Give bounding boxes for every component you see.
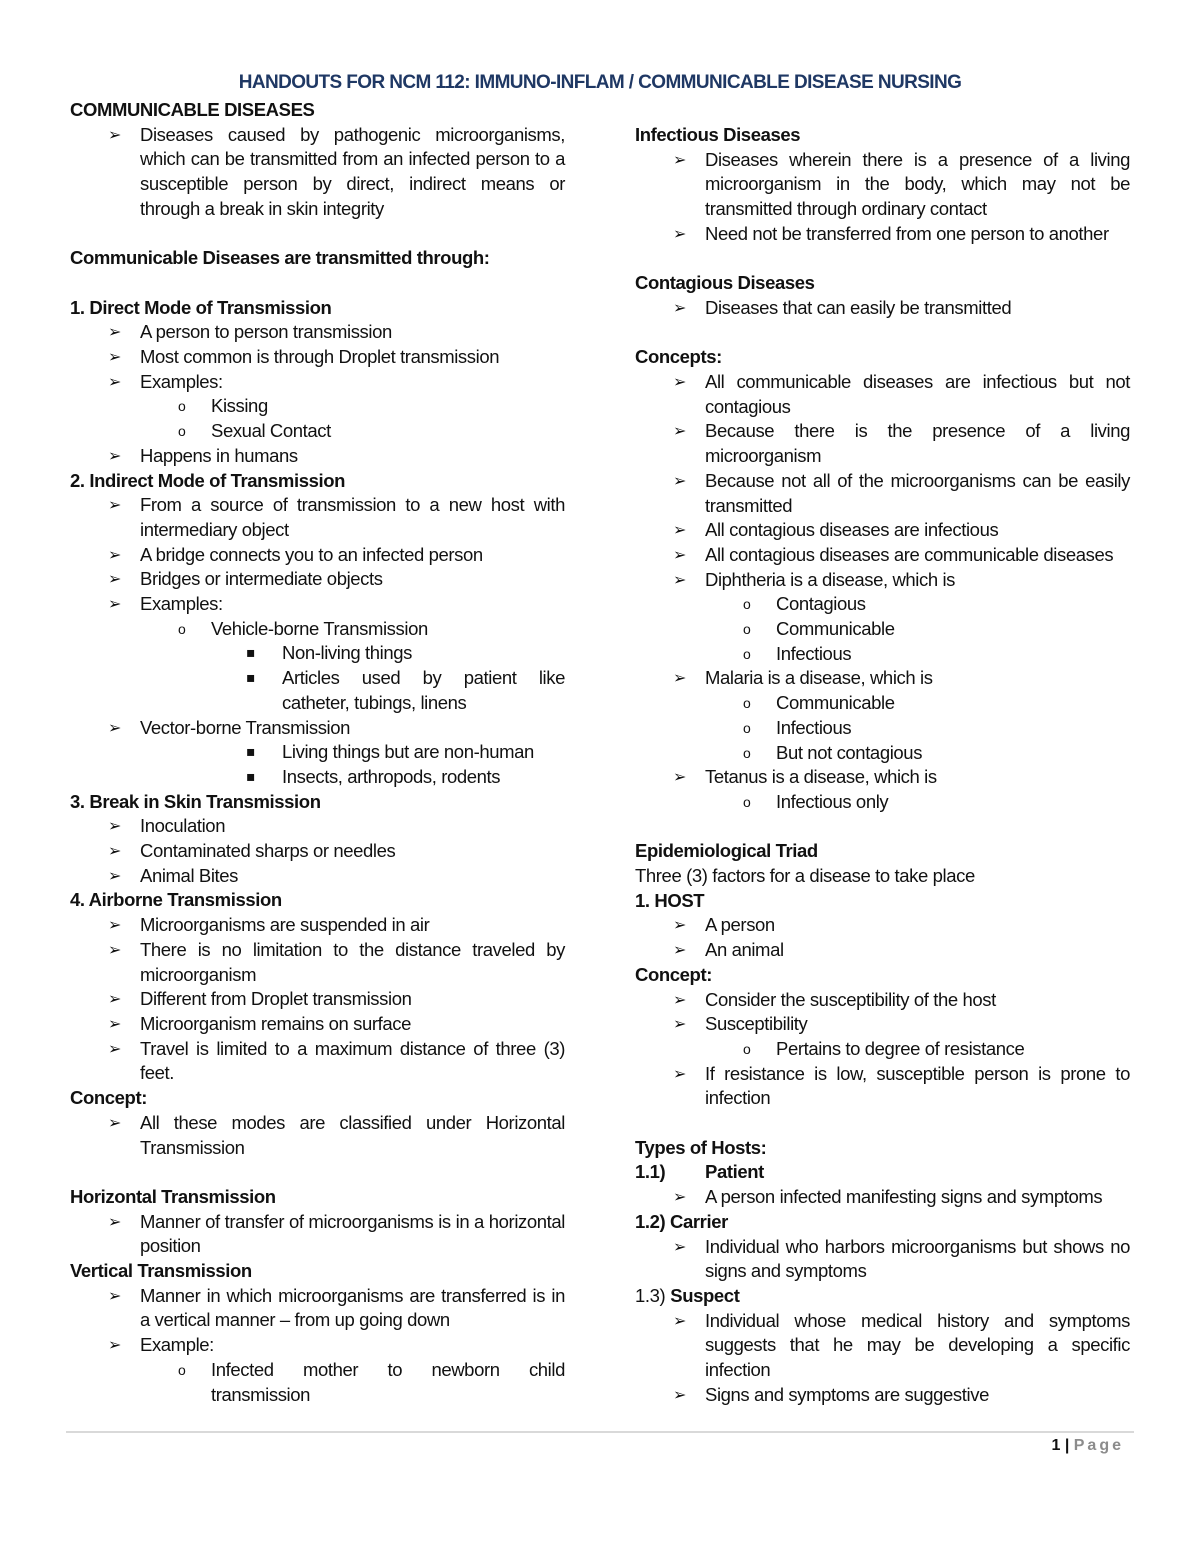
- left-column: [70, 98, 565, 1407]
- sub-bullet-item: o Sexual Contact: [70, 419, 565, 444]
- section-heading: Vertical Transmission: [70, 1260, 252, 1281]
- bullet-item: ➢ Bridges or intermediate objects: [70, 567, 565, 592]
- section-heading: Horizontal Transmission: [70, 1185, 276, 1207]
- sub-bullet-item: o Communicable: [635, 617, 1130, 642]
- page-label: Page: [1073, 1437, 1124, 1454]
- bullet-item: ➢ Vector-borne Transmission: [70, 716, 565, 741]
- bullet-item: ➢ Diphtheria is a disease, which is: [635, 568, 1130, 593]
- footer-divider: [66, 1431, 1134, 1433]
- bullet-item: ➢ Happens in humans: [70, 444, 565, 469]
- page-separator: |: [1060, 1437, 1074, 1454]
- spacer: [70, 1160, 565, 1185]
- sub-bullet-item: o Infectious: [635, 642, 1130, 667]
- sub-bullet-item: o Infected mother to newborn child transmission: [70, 1358, 565, 1407]
- section-heading: Communicable Diseases are transmitted through:: [70, 247, 490, 269]
- bullet-item: ➢ Microorganisms are suspended in air: [70, 913, 565, 938]
- section-heading: Infectious Diseases: [635, 124, 801, 145]
- section-heading: 1. HOST: [635, 889, 705, 911]
- section-heading: COMMUNICABLE DISEASES: [70, 99, 315, 120]
- sub-bullet-item: o Pertains to degree of resistance: [635, 1037, 1130, 1062]
- bullet-item: ➢ Individual who harbors microorganisms but shows no signs and symptoms: [635, 1235, 1130, 1284]
- sub-sub-bullet-item: ▪ Living things but are non-human: [70, 740, 565, 765]
- bullet-item: ➢ A person infected manifesting signs and symptoms: [635, 1185, 1130, 1210]
- bullet-item: ➢ Because there is the presence of a living microorganism: [635, 419, 1130, 468]
- bullet-item: ➢ Consider the susceptibility of the host: [635, 988, 1130, 1013]
- host-type-number: 1.1): [635, 1161, 666, 1183]
- host-type-label: Suspect: [670, 1284, 740, 1306]
- bullet-item: ➢ Because not all of the microorganisms can be easily transmitted: [635, 469, 1130, 518]
- paragraph: Three (3) factors for a disease to take place: [635, 865, 975, 887]
- bullet-item: ➢ All contagious diseases are communicable diseases: [635, 543, 1130, 568]
- bullet-item: ➢ Examples:: [70, 370, 565, 395]
- spacer: [70, 271, 565, 296]
- sub-sub-bullet-item: ▪ Non-living things: [70, 641, 565, 666]
- section-heading: 1.2) Carrier: [635, 1210, 728, 1232]
- bullet-item: ➢ Examples:: [70, 592, 565, 617]
- sub-sub-bullet-item: ▪ Insects, arthropods, rodents: [70, 765, 565, 790]
- section-heading: 2. Indirect Mode of Transmission: [70, 469, 346, 491]
- host-type-label: Patient: [705, 1161, 764, 1183]
- bullet-item: ➢ Diseases caused by pathogenic microorganisms, which can be transmitted from an infected person to a susceptible person by direct, indirect means or through a break in skin integrity: [70, 123, 565, 222]
- bullet-item: ➢ Travel is limited to a maximum distance of three (3) feet.: [70, 1037, 565, 1086]
- sub-bullet-item: o Infectious only: [635, 790, 1130, 815]
- section-heading: Concept:: [635, 963, 712, 985]
- bullet-item: ➢ Diseases that can easily be transmitted: [635, 296, 1130, 321]
- spacer: [635, 815, 1130, 840]
- section-heading: Contagious Diseases: [635, 272, 815, 294]
- sub-bullet-item: o Kissing: [70, 394, 565, 419]
- bullet-item: ➢ Different from Droplet transmission: [70, 987, 565, 1012]
- bullet-item: ➢ Manner in which microorganisms are transferred is in a vertical manner – from up going down: [70, 1284, 565, 1333]
- bullet-item: ➢ All contagious diseases are infectious: [635, 518, 1130, 543]
- bullet-item: ➢ Most common is through Droplet transmission: [70, 345, 565, 370]
- section-heading: Concept:: [70, 1087, 147, 1109]
- page-number: 1: [1051, 1437, 1061, 1454]
- host-type-heading: [635, 1284, 1130, 1309]
- bullet-item: ➢ Malaria is a disease, which is: [635, 666, 1130, 691]
- sub-bullet-item: o But not contagious: [635, 741, 1130, 766]
- host-type-heading: [635, 1160, 1130, 1185]
- section-heading: 3. Break in Skin Transmission: [70, 790, 321, 812]
- right-column: [635, 123, 1130, 1408]
- bullet-item: ➢ A person to person transmission: [70, 320, 565, 345]
- spacer: [635, 247, 1130, 272]
- bullet-item: ➢ All communicable diseases are infectious but not contagious: [635, 370, 1130, 419]
- bullet-item: ➢ There is no limitation to the distance traveled by microorganism: [70, 938, 565, 987]
- page-footer: [1051, 1437, 1124, 1455]
- sub-sub-bullet-item: ▪ Articles used by patient like catheter, tubings, linens: [70, 666, 565, 715]
- bullet-item: ➢ Need not be transferred from one person to another: [635, 222, 1130, 247]
- section-heading: 1. Direct Mode of Transmission: [70, 296, 332, 318]
- page-title: HANDOUTS FOR NCM 112: IMMUNO-INFLAM / COMMUNICABLE DISEASE NURSING: [238, 72, 962, 93]
- bullet-item: ➢ Example:: [70, 1333, 565, 1358]
- sub-bullet-item: o Communicable: [635, 691, 1130, 716]
- bullet-item: ➢ Microorganism remains on surface: [70, 1012, 565, 1037]
- bullet-item: ➢ An animal: [635, 938, 1130, 963]
- sub-bullet-item: o Vehicle-borne Transmission: [70, 617, 565, 642]
- bullet-item: ➢ Contaminated sharps or needles: [70, 839, 565, 864]
- bullet-item: ➢ A person: [635, 913, 1130, 938]
- bullet-item: ➢ If resistance is low, susceptible person is prone to infection: [635, 1062, 1130, 1111]
- bullet-item: ➢ From a source of transmission to a new host with intermediary object: [70, 493, 565, 542]
- bullet-item: ➢ A bridge connects you to an infected person: [70, 543, 565, 568]
- bullet-item: ➢ Susceptibility: [635, 1012, 1130, 1037]
- bullet-item: ➢ Manner of transfer of microorganisms is in a horizontal position: [70, 1210, 565, 1259]
- spacer: [70, 222, 565, 247]
- sub-bullet-item: o Infectious: [635, 716, 1130, 741]
- bullet-item: ➢ Inoculation: [70, 814, 565, 839]
- sub-bullet-item: o Contagious: [635, 592, 1130, 617]
- bullet-item: ➢ Diseases wherein there is a presence of a living microorganism in the body, which may not be transmitted through ordinary contact: [635, 148, 1130, 222]
- bullet-item: ➢ All these modes are classified under Horizontal Transmission: [70, 1111, 565, 1160]
- bullet-item: ➢ Individual whose medical history and symptoms suggests that he may be developing a specific infection: [635, 1309, 1130, 1383]
- section-heading: Types of Hosts:: [635, 1136, 767, 1158]
- host-type-number: 1.3): [635, 1284, 666, 1306]
- bullet-item: ➢ Animal Bites: [70, 864, 565, 889]
- section-heading: Epidemiological Triad: [635, 840, 818, 862]
- spacer: [635, 1111, 1130, 1136]
- spacer: [635, 321, 1130, 346]
- bullet-item: ➢ Signs and symptoms are suggestive: [635, 1383, 1130, 1408]
- section-heading: 4. Airborne Transmission: [70, 889, 282, 911]
- section-heading: Concepts:: [635, 346, 722, 368]
- bullet-item: ➢ Tetanus is a disease, which is: [635, 765, 1130, 790]
